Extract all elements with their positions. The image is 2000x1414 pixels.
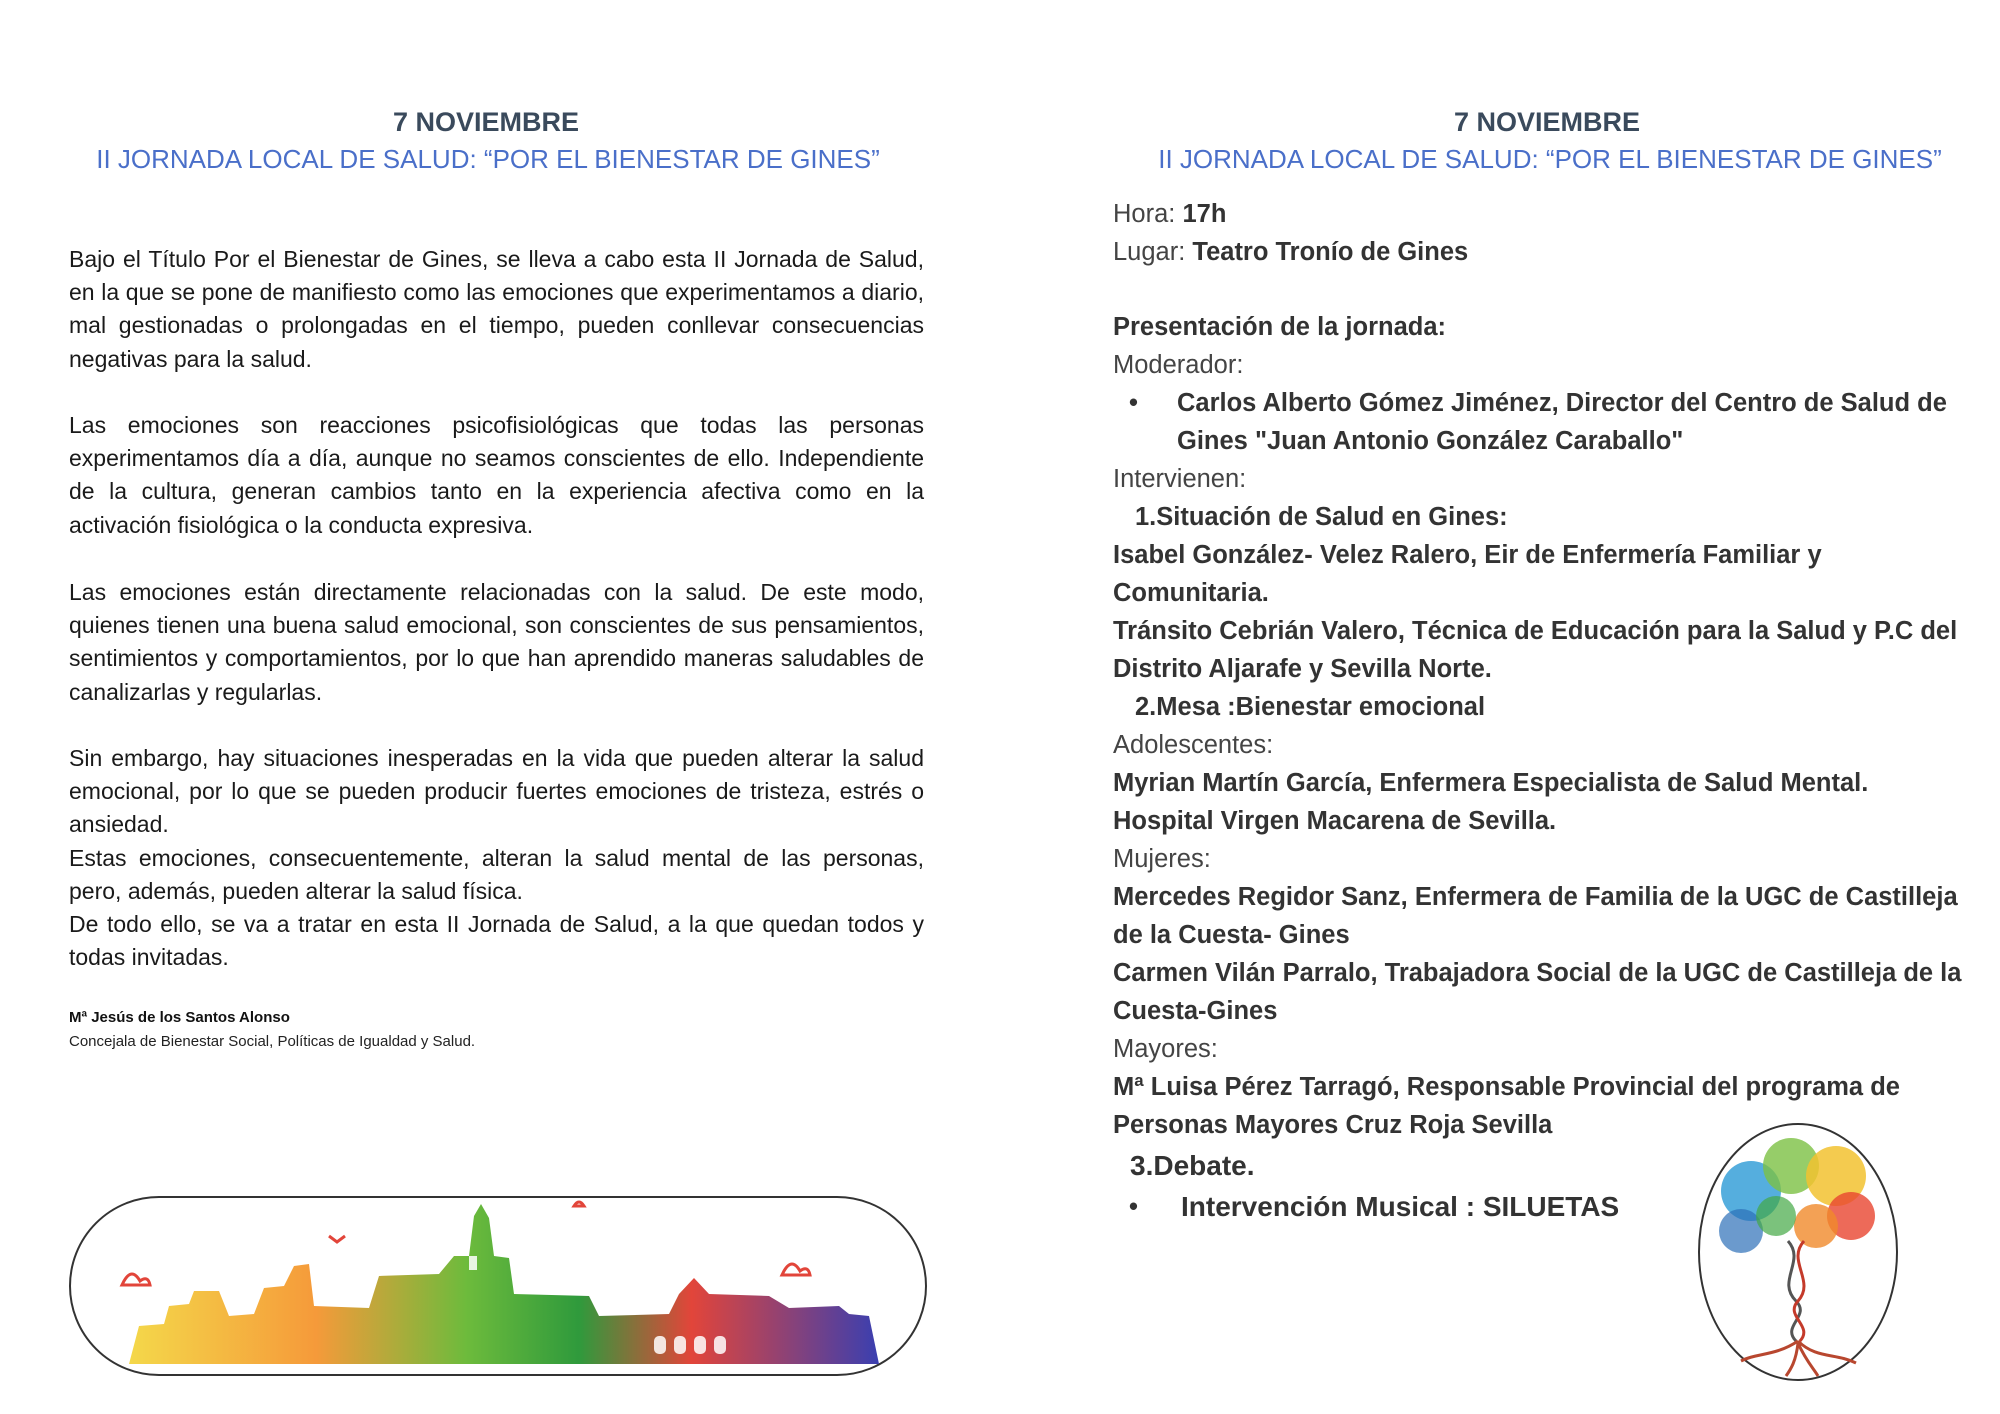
speaker-mercedes-line-1: Mercedes Regidor Sanz, Enfermera de Familia de la UGC de Castilleja bbox=[1113, 883, 1958, 911]
bullet-icon: • bbox=[1129, 1193, 1138, 1221]
paragraph-4: Sin embargo, hay situaciones inesperadas en la vida que pueden alterar la salud emocional, por lo que se pueden producir fuertes emociones de tristeza, estrés o ansiedad. bbox=[69, 745, 924, 838]
speaker-carmen-line-2: Cuesta-Gines bbox=[1113, 997, 1278, 1025]
closing-paragraphs bbox=[69, 742, 924, 974]
speaker-luisa-line-2: Personas Mayores Cruz Roja Sevilla bbox=[1113, 1111, 1553, 1139]
moderator-line-2: Gines "Juan Antonio González Caraballo" bbox=[1177, 427, 1684, 455]
emotions-paragraph bbox=[69, 409, 924, 542]
signature-role: Concejala de Bienestar Social, Políticas de Igualdad y Salud. bbox=[69, 1033, 476, 1050]
section-3-heading: 3.Debate. bbox=[1130, 1150, 1255, 1181]
right-page bbox=[1000, 0, 2000, 1414]
right-event-title: II JORNADA LOCAL DE SALUD: “POR EL BIENESTAR DE GINES” bbox=[1158, 144, 1942, 174]
hora-label: Hora: bbox=[1113, 200, 1183, 228]
moderator-line-1: Carlos Alberto Gómez Jiménez, Director del Centro de Salud de bbox=[1177, 389, 1947, 417]
speaker-mercedes-line-2: de la Cuesta- Gines bbox=[1113, 921, 1350, 949]
hora-value: 17h bbox=[1182, 200, 1227, 228]
elderly-label: Mayores: bbox=[1113, 1035, 1218, 1063]
emotions-tree-illustration bbox=[1696, 1121, 1900, 1383]
lugar-row bbox=[1113, 233, 1468, 271]
paragraph-5: Estas emociones, consecuentemente, alteran la salud mental de las personas, pero, además, pueden alterar la salud física. bbox=[69, 844, 924, 904]
hora-row bbox=[1113, 195, 1226, 233]
paragraph-3: Las emociones están directamente relacionadas con la salud. De este modo, quienes tienen una buena salud emocional, son conscientes de sus pensamientos, sentimientos y comportamientos, por lo que han aprendido maneras saludables de canalizarlas y regularlas. bbox=[69, 579, 924, 705]
speakers-label: Intervienen: bbox=[1113, 465, 1247, 493]
speaker-isabel-line-1: Isabel González- Velez Ralero, Eir de Enfermería Familiar y bbox=[1113, 541, 1822, 569]
paragraph-6: De todo ello, se va a tratar en esta II Jornada de Salud, a la que quedan todos y todas invitadas. bbox=[69, 911, 924, 971]
paragraph-2: Las emociones son reacciones psicofisiológicas que todas las personas experimentamos día a día, aunque no seamos conscientes de ello. Independiente de la cultura, generan cambios tanto en la experiencia afectiva como en la activación fisiológica o la conducta expresiva. bbox=[69, 412, 924, 538]
musical-performance: Intervención Musical : SILUETAS bbox=[1181, 1191, 1620, 1222]
moderator-label: Moderador: bbox=[1113, 351, 1244, 379]
speaker-myrian-line-2: Hospital Virgen Macarena de Sevilla. bbox=[1113, 807, 1557, 835]
town-skyline-illustration bbox=[69, 1196, 927, 1376]
speaker-carmen-line-1: Carmen Vilán Parralo, Trabajadora Social de la UGC de Castilleja de la bbox=[1113, 959, 1962, 987]
section-1-heading: 1.Situación de Salud en Gines: bbox=[1135, 503, 1508, 531]
speaker-transito-line-1: Tránsito Cebrián Valero, Técnica de Educación para la Salud y P.C del bbox=[1113, 617, 1958, 645]
paragraph-1: Bajo el Título Por el Bienestar de Gines, se lleva a cabo esta II Jornada de Salud, en la que se pone de manifiesto como las emociones que experimentamos a diario, mal gestionadas o prolongadas en el tiempo, pueden conllevar consecuencias negativas para la salud. bbox=[69, 246, 924, 372]
left-event-title: II JORNADA LOCAL DE SALUD: “POR EL BIENESTAR DE GINES” bbox=[96, 144, 880, 174]
section-2-heading: 2.Mesa :Bienestar emocional bbox=[1135, 693, 1486, 721]
adolescents-label: Adolescentes: bbox=[1113, 731, 1274, 759]
right-date-heading: 7 NOVIEMBRE bbox=[1453, 107, 1641, 137]
speaker-transito-line-2: Distrito Aljarafe y Sevilla Norte. bbox=[1113, 655, 1492, 683]
intro-paragraph bbox=[69, 243, 924, 376]
lugar-value: Teatro Tronío de Gines bbox=[1192, 238, 1469, 266]
speaker-isabel-line-2: Comunitaria. bbox=[1113, 579, 1269, 607]
bullet-icon: • bbox=[1129, 389, 1138, 417]
health-paragraph bbox=[69, 576, 924, 709]
women-label: Mujeres: bbox=[1113, 845, 1211, 873]
speaker-luisa-line-1: Mª Luisa Pérez Tarragó, Responsable Provincial del programa de bbox=[1113, 1073, 1900, 1101]
speaker-myrian-line-1: Myrian Martín García, Enfermera Especialista de Salud Mental. bbox=[1113, 769, 1869, 797]
left-date-heading: 7 NOVIEMBRE bbox=[392, 107, 580, 137]
lugar-label: Lugar: bbox=[1113, 238, 1193, 266]
presentation-heading: Presentación de la jornada: bbox=[1113, 313, 1447, 341]
signature-name: Mª Jesús de los Santos Alonso bbox=[69, 1009, 290, 1026]
